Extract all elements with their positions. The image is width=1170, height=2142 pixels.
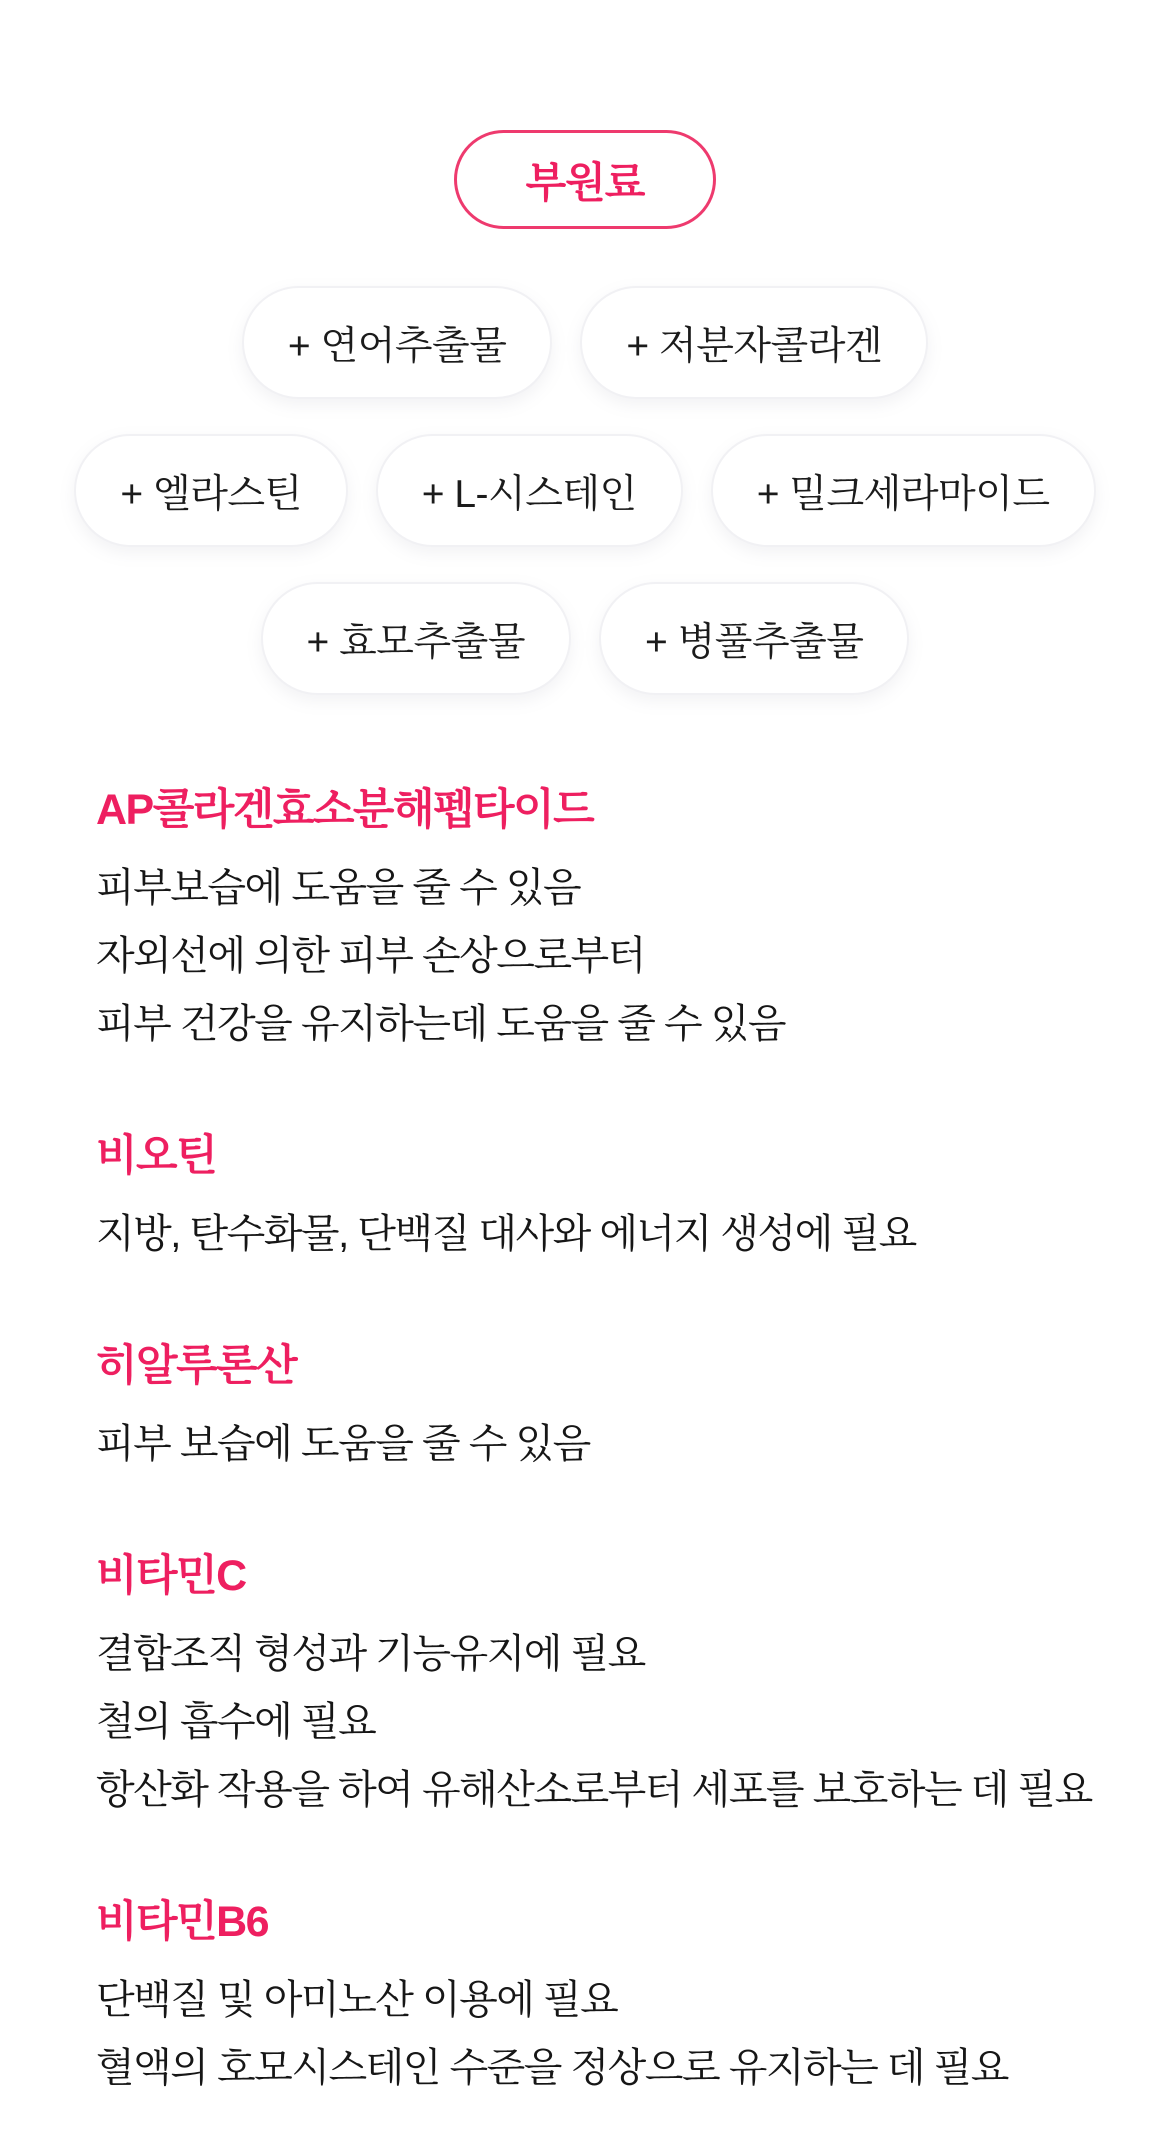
ingredient-benefit-line: 철의 흡수에 필요 bbox=[96, 1700, 376, 1744]
ingredient-benefit-line: 항산화 작용을 하여 유해산소로부터 세포를 보호하는 데 필요 bbox=[96, 1768, 1092, 1812]
ingredient-benefit-line: 혈액의 호모시스테인 수준을 정상으로 유지하는 데 필요 bbox=[96, 2046, 1008, 2090]
ingredient-info-section bbox=[96, 1552, 1110, 1824]
sub-ingredient-badge-row bbox=[0, 0, 1170, 229]
ingredient-pill: + 저분자콜라겐 bbox=[580, 286, 928, 399]
ingredient-benefit-line: 단백질 및 아미노산 이용에 필요 bbox=[96, 1978, 618, 2022]
ingredient-info-section bbox=[96, 1132, 1110, 1268]
ingredient-pill: + 연어추출물 bbox=[242, 286, 552, 399]
ingredient-name-heading: AP콜라겐효소분해펩타이드 bbox=[96, 786, 594, 834]
ingredient-info-section bbox=[96, 1342, 1110, 1478]
ingredient-pill: + 병풀추출물 bbox=[599, 582, 909, 695]
ingredient-info-sections bbox=[0, 786, 1170, 2102]
ingredient-benefit-line: 피부 보습에 도움을 줄 수 있음 bbox=[96, 1422, 590, 1466]
ingredient-name-heading: 비타민B6 bbox=[96, 1898, 269, 1946]
ingredient-info-section bbox=[96, 1898, 1110, 2102]
ingredient-pill: + 엘라스틴 bbox=[74, 434, 347, 547]
ingredient-benefit-line: 지방, 탄수화물, 단백질 대사와 에너지 생성에 필요 bbox=[96, 1212, 916, 1256]
sub-ingredient-badge bbox=[454, 130, 716, 229]
ingredient-pill: + L-시스테인 bbox=[376, 434, 683, 547]
ingredient-pill: + 밀크세라마이드 bbox=[711, 434, 1096, 547]
ingredient-name-heading: 비오틴 bbox=[96, 1132, 217, 1180]
sub-ingredient-badge-label: 부원료 bbox=[525, 158, 645, 206]
ingredient-name-heading: 비타민C bbox=[96, 1552, 246, 1600]
ingredient-pill-row bbox=[0, 582, 1170, 695]
ingredient-pill-row bbox=[0, 434, 1170, 547]
ingredient-pill-rows bbox=[0, 286, 1170, 695]
ingredient-benefit-line: 결합조직 형성과 기능유지에 필요 bbox=[96, 1632, 645, 1676]
ingredient-name-heading: 히알루론산 bbox=[96, 1342, 297, 1390]
ingredient-info-section bbox=[96, 786, 1110, 1058]
ingredient-pill-row bbox=[0, 286, 1170, 399]
ingredient-benefit-line: 자외선에 의한 피부 손상으로부터 bbox=[96, 934, 645, 978]
ingredient-benefit-line: 피부 건강을 유지하는데 도움을 줄 수 있음 bbox=[96, 1002, 786, 1046]
ingredient-pill: + 효모추출물 bbox=[261, 582, 571, 695]
ingredient-benefit-line: 피부보습에 도움을 줄 수 있음 bbox=[96, 866, 581, 910]
